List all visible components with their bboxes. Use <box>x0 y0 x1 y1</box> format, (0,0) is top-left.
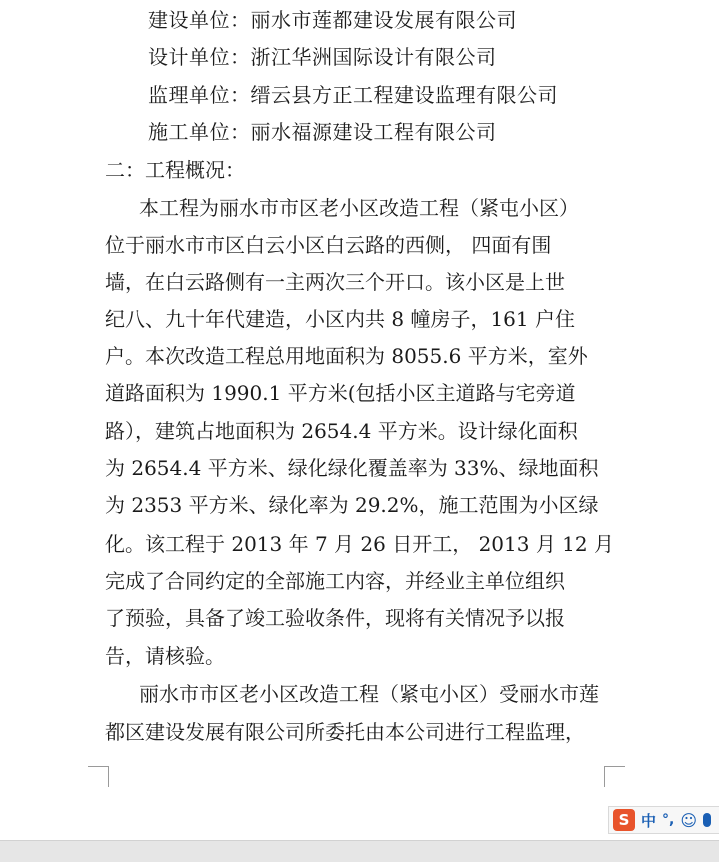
ime-mode-toggle[interactable]: 中 <box>641 811 657 830</box>
paragraph-line: 位于丽水市市区白云小区白云路的西侧， 四面有围 <box>105 233 552 257</box>
window-bottom-bar <box>0 840 719 862</box>
paragraph-line: 了预验，具备了竣工验收条件，现将有关情况予以报 <box>105 606 565 630</box>
sogou-logo-icon[interactable]: S <box>613 809 635 831</box>
contractor-unit-value: 丽水福源建设工程有限公司 <box>250 120 497 144</box>
paragraph-line: 纪八、九十年代建造，小区内共 8 幢房子，161 户住 <box>105 307 575 331</box>
supervision-unit-label: 监理单位： <box>148 83 251 107</box>
paragraph-line: 道路面积为 1990.1 平方米(包括小区主道路与宅旁道 <box>105 381 576 405</box>
paragraph-line: 告，请核验。 <box>105 644 225 668</box>
paragraph-line: 墙，在白云路侧有一主两次三个开口。该小区是上世 <box>105 270 565 294</box>
construction-unit-value: 丽水市莲都建设发展有限公司 <box>250 8 517 32</box>
microphone-icon[interactable] <box>703 813 711 827</box>
page-margin-corner-right <box>604 766 625 787</box>
emoji-icon[interactable]: ☺ <box>680 810 698 830</box>
contractor-unit-label: 施工单位： <box>148 120 251 144</box>
design-unit-label: 设计单位： <box>148 45 251 69</box>
design-unit-value: 浙江华洲国际设计有限公司 <box>250 45 497 69</box>
punctuation-toggle[interactable]: °, <box>662 812 675 828</box>
paragraph-line: 完成了合同约定的全部施工内容，并经业主单位组织 <box>105 569 565 593</box>
paragraph-line: 路），建筑占地面积为 2654.4 平方米。设计绿化面积 <box>105 419 578 443</box>
design-unit-line <box>148 43 497 71</box>
paragraph-line: 化。该工程于 2013 年 7 月 26 日开工， 2013 月 12 月 <box>105 532 614 556</box>
contractor-unit-line <box>148 118 497 146</box>
paragraph-line: 为 2353 平方米、绿化率为 29.2%，施工范围为小区绿 <box>105 493 599 517</box>
supervision-unit-line <box>148 81 558 109</box>
page-margin-corner-left <box>88 766 109 787</box>
supervision-unit-value: 缙云县方正工程建设监理有限公司 <box>250 83 558 107</box>
paragraph-line: 户。本次改造工程总用地面积为 8055.6 平方米，室外 <box>105 344 588 368</box>
paragraph-line: 丽水市市区老小区改造工程（紧屯小区）受丽水市莲 <box>139 682 599 706</box>
construction-unit-line <box>148 6 517 34</box>
paragraph-line: 都区建设发展有限公司所委托由本公司进行工程监理， <box>105 720 585 744</box>
construction-unit-label: 建设单位： <box>148 8 251 32</box>
paragraph-line: 为 2654.4 平方米、绿化绿化覆盖率为 33%、绿地面积 <box>105 456 599 480</box>
section-heading: 二：工程概况： <box>105 158 245 182</box>
paragraph-line: 本工程为丽水市市区老小区改造工程（紧屯小区） <box>139 196 579 220</box>
ime-toolbar[interactable] <box>608 806 719 834</box>
